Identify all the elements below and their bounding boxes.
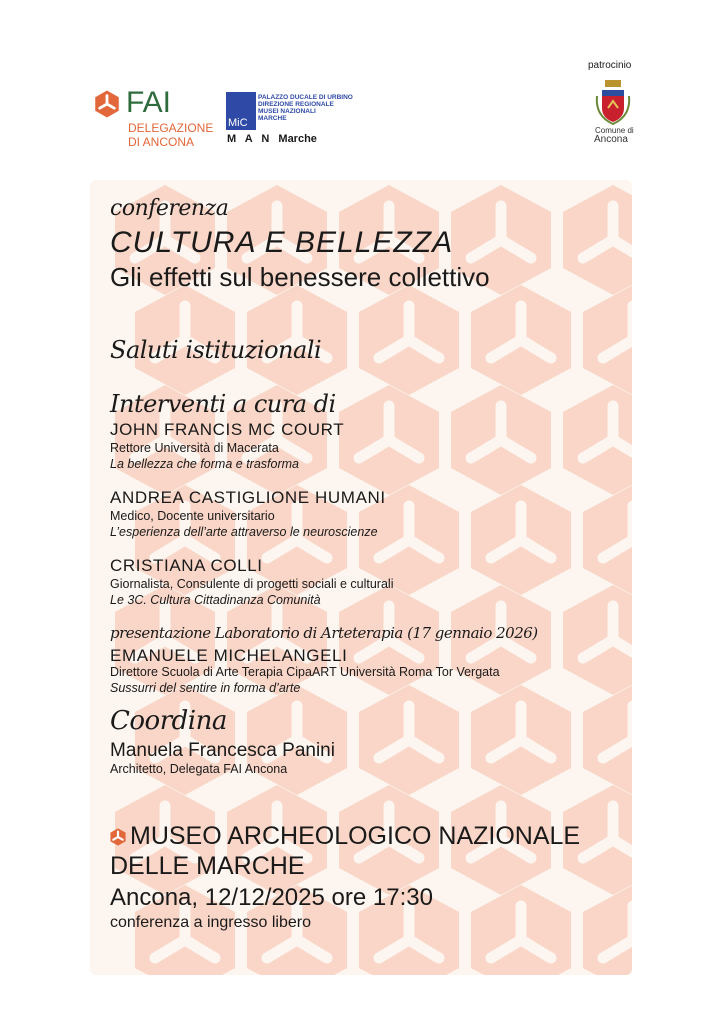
ancona-coat-of-arms-icon xyxy=(593,78,633,128)
pattern-hexagon xyxy=(359,685,459,795)
coordina-heading: Coordina xyxy=(110,706,227,736)
man-line: MUSEI NAZIONALI xyxy=(258,108,316,115)
patrocinio-label: patrocinio xyxy=(588,60,632,71)
entry-note: conferenza a ingresso libero xyxy=(110,914,312,931)
speaker-role: Rettore Università di Macerata xyxy=(110,441,279,455)
fai-wordmark: FAI xyxy=(126,86,172,119)
speaker-presentation-note: presentazione Laboratorio di Arteterapia (17 gennaio 2026) xyxy=(110,624,538,642)
speaker-talk: La bellezza che forma e trasforma xyxy=(110,457,299,471)
man-line: MARCHE xyxy=(258,115,287,122)
fai-delegation-line1: DELEGAZIONE xyxy=(128,121,214,135)
mic-emblem xyxy=(226,92,256,130)
speaker-talk: Sussurri del sentire in forma d’arte xyxy=(110,681,301,695)
pattern-hexagon xyxy=(359,285,459,395)
pattern-hexagon xyxy=(563,585,632,695)
speaker-name: ANDREA CASTIGLIONE HUMANI xyxy=(110,488,386,507)
event-datetime: Ancona, 12/12/2025 ore 17:30 xyxy=(110,884,433,911)
man-caption: M A N Marche xyxy=(227,133,317,145)
speaker-talk: Le 3C. Cultura Cittadinanza Comunità xyxy=(110,593,321,607)
pattern-hexagon xyxy=(471,485,571,595)
pattern-hexagon xyxy=(471,885,571,975)
pattern-hexagon xyxy=(583,685,632,795)
interventi-heading: Interventi a cura di xyxy=(110,390,336,418)
pattern-hexagon xyxy=(583,885,632,975)
man-line: PALAZZO DUCALE DI URBINO xyxy=(258,94,353,101)
speaker-role: Giornalista, Consulente di progetti sociali e culturali xyxy=(110,577,394,591)
pattern-hexagon xyxy=(339,385,439,495)
mic-label: MiC xyxy=(228,117,248,129)
speaker-name: CRISTIANA COLLI xyxy=(110,556,263,575)
speaker-talk: L’esperienza dell’arte attraverso le neuroscienze xyxy=(110,525,378,539)
page-title: CULTURA E BELLEZZA xyxy=(110,226,454,259)
comune-line1: Comune di xyxy=(595,126,634,135)
pattern-hexagon xyxy=(451,385,551,495)
title-kicker: conferenza xyxy=(110,196,229,221)
saluti-heading: Saluti istituzionali xyxy=(110,336,322,364)
fai-hexagon-icon xyxy=(109,828,127,846)
fai-hexagon-icon xyxy=(93,90,121,118)
venue-name-line1: MUSEO ARCHEOLOGICO NAZIONALE xyxy=(130,822,581,850)
pattern-hexagon xyxy=(471,685,571,795)
pattern-hexagon xyxy=(563,385,632,495)
comune-line2: Ancona xyxy=(594,134,628,145)
pattern-hexagon xyxy=(583,285,632,395)
page-subtitle: Gli effetti sul benessere collettivo xyxy=(110,262,490,292)
venue-name-line2: DELLE MARCHE xyxy=(110,852,305,880)
speaker-name: EMANUELE MICHELANGELI xyxy=(110,646,348,665)
pattern-hexagon xyxy=(563,185,632,295)
speaker-name: JOHN FRANCIS MC COURT xyxy=(110,420,345,439)
speaker-role: Direttore Scuola di Arte Terapia CipaART Università Roma Tor Vergata xyxy=(110,665,500,679)
speaker-role: Medico, Docente universitario xyxy=(110,509,275,523)
coordinator-name: Manuela Francesca Panini xyxy=(110,740,335,761)
man-text-block xyxy=(258,94,353,122)
coordinator-role: Architetto, Delegata FAI Ancona xyxy=(110,762,288,776)
pattern-hexagon xyxy=(583,485,632,595)
fai-delegation-line2: DI ANCONA xyxy=(128,135,195,149)
pattern-hexagon xyxy=(471,285,571,395)
man-line: DIREZIONE REGIONALE xyxy=(258,101,334,108)
